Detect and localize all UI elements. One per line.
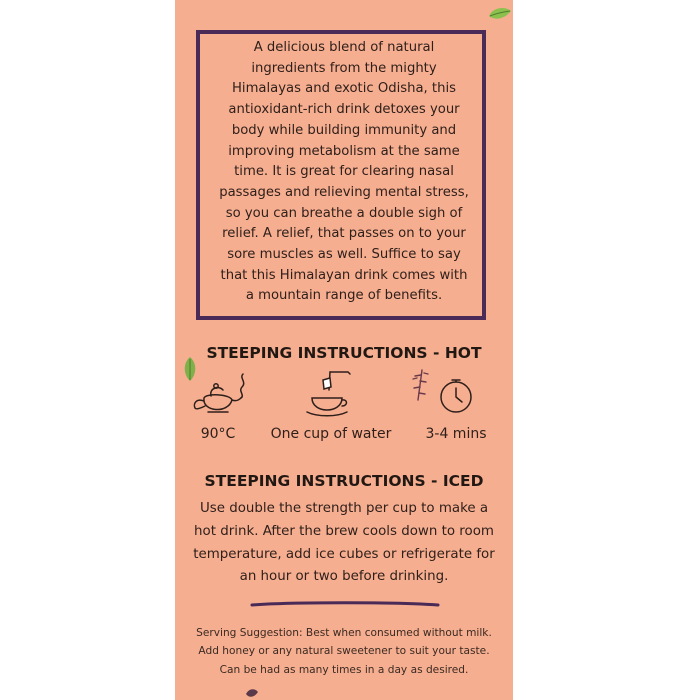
serving-line: Add honey or any natural sweetener to suit your taste. [198, 645, 490, 658]
description-line: Himalayas and exotic Odisha, this [231, 81, 456, 97]
iced-instructions [180, 498, 508, 589]
description-line: relief. A relief, that passes on to your [222, 226, 466, 242]
description-line: so you can breathe a double sigh of [225, 205, 463, 221]
temperature-label: 90°C [200, 426, 236, 442]
description-line: a mountain range of benefits. [245, 288, 443, 304]
timer-icon [404, 366, 480, 420]
divider-stroke [250, 600, 440, 608]
description-line: improving metabolism at the same [228, 143, 460, 159]
iced-line: temperature, add ice cubes or refrigerate for [193, 546, 495, 562]
serving-line: Serving Suggestion: Best when consumed without milk. [196, 627, 492, 639]
description-line: passages and relieving mental stress, [219, 184, 469, 200]
iced-line: an hour or two before drinking. [239, 569, 449, 585]
description-line: time. It is great for clearing nasal [234, 164, 454, 180]
leaf-icon [245, 688, 259, 698]
description-line: body while building immunity and [231, 122, 457, 138]
water-label: One cup of water [270, 426, 392, 442]
time-label: 3-4 mins [425, 426, 487, 442]
description-line: antioxidant-rich drink detoxes your [228, 102, 460, 118]
iced-line: Use double the strength per cup to make a [199, 501, 489, 516]
hot-heading: STEEPING INSTRUCTIONS - HOT [206, 344, 482, 362]
teapot-icon [190, 368, 250, 420]
iced-line: hot drink. After the brew cools down to room [194, 523, 494, 539]
description-line: A delicious blend of natural [253, 40, 435, 55]
teacup-icon [302, 368, 354, 420]
description-line: sore muscles as well. Suffice to say [227, 247, 461, 263]
iced-heading: STEEPING INSTRUCTIONS - ICED [204, 472, 484, 490]
description-line: that this Himalayan drink comes with [220, 267, 468, 283]
description-text [205, 38, 483, 307]
leaf-icon [487, 6, 513, 22]
description-line: ingredients from the mighty [251, 60, 437, 76]
serving-suggestion [178, 624, 510, 679]
serving-line: Can be had as many times in a day as desired. [219, 663, 469, 676]
